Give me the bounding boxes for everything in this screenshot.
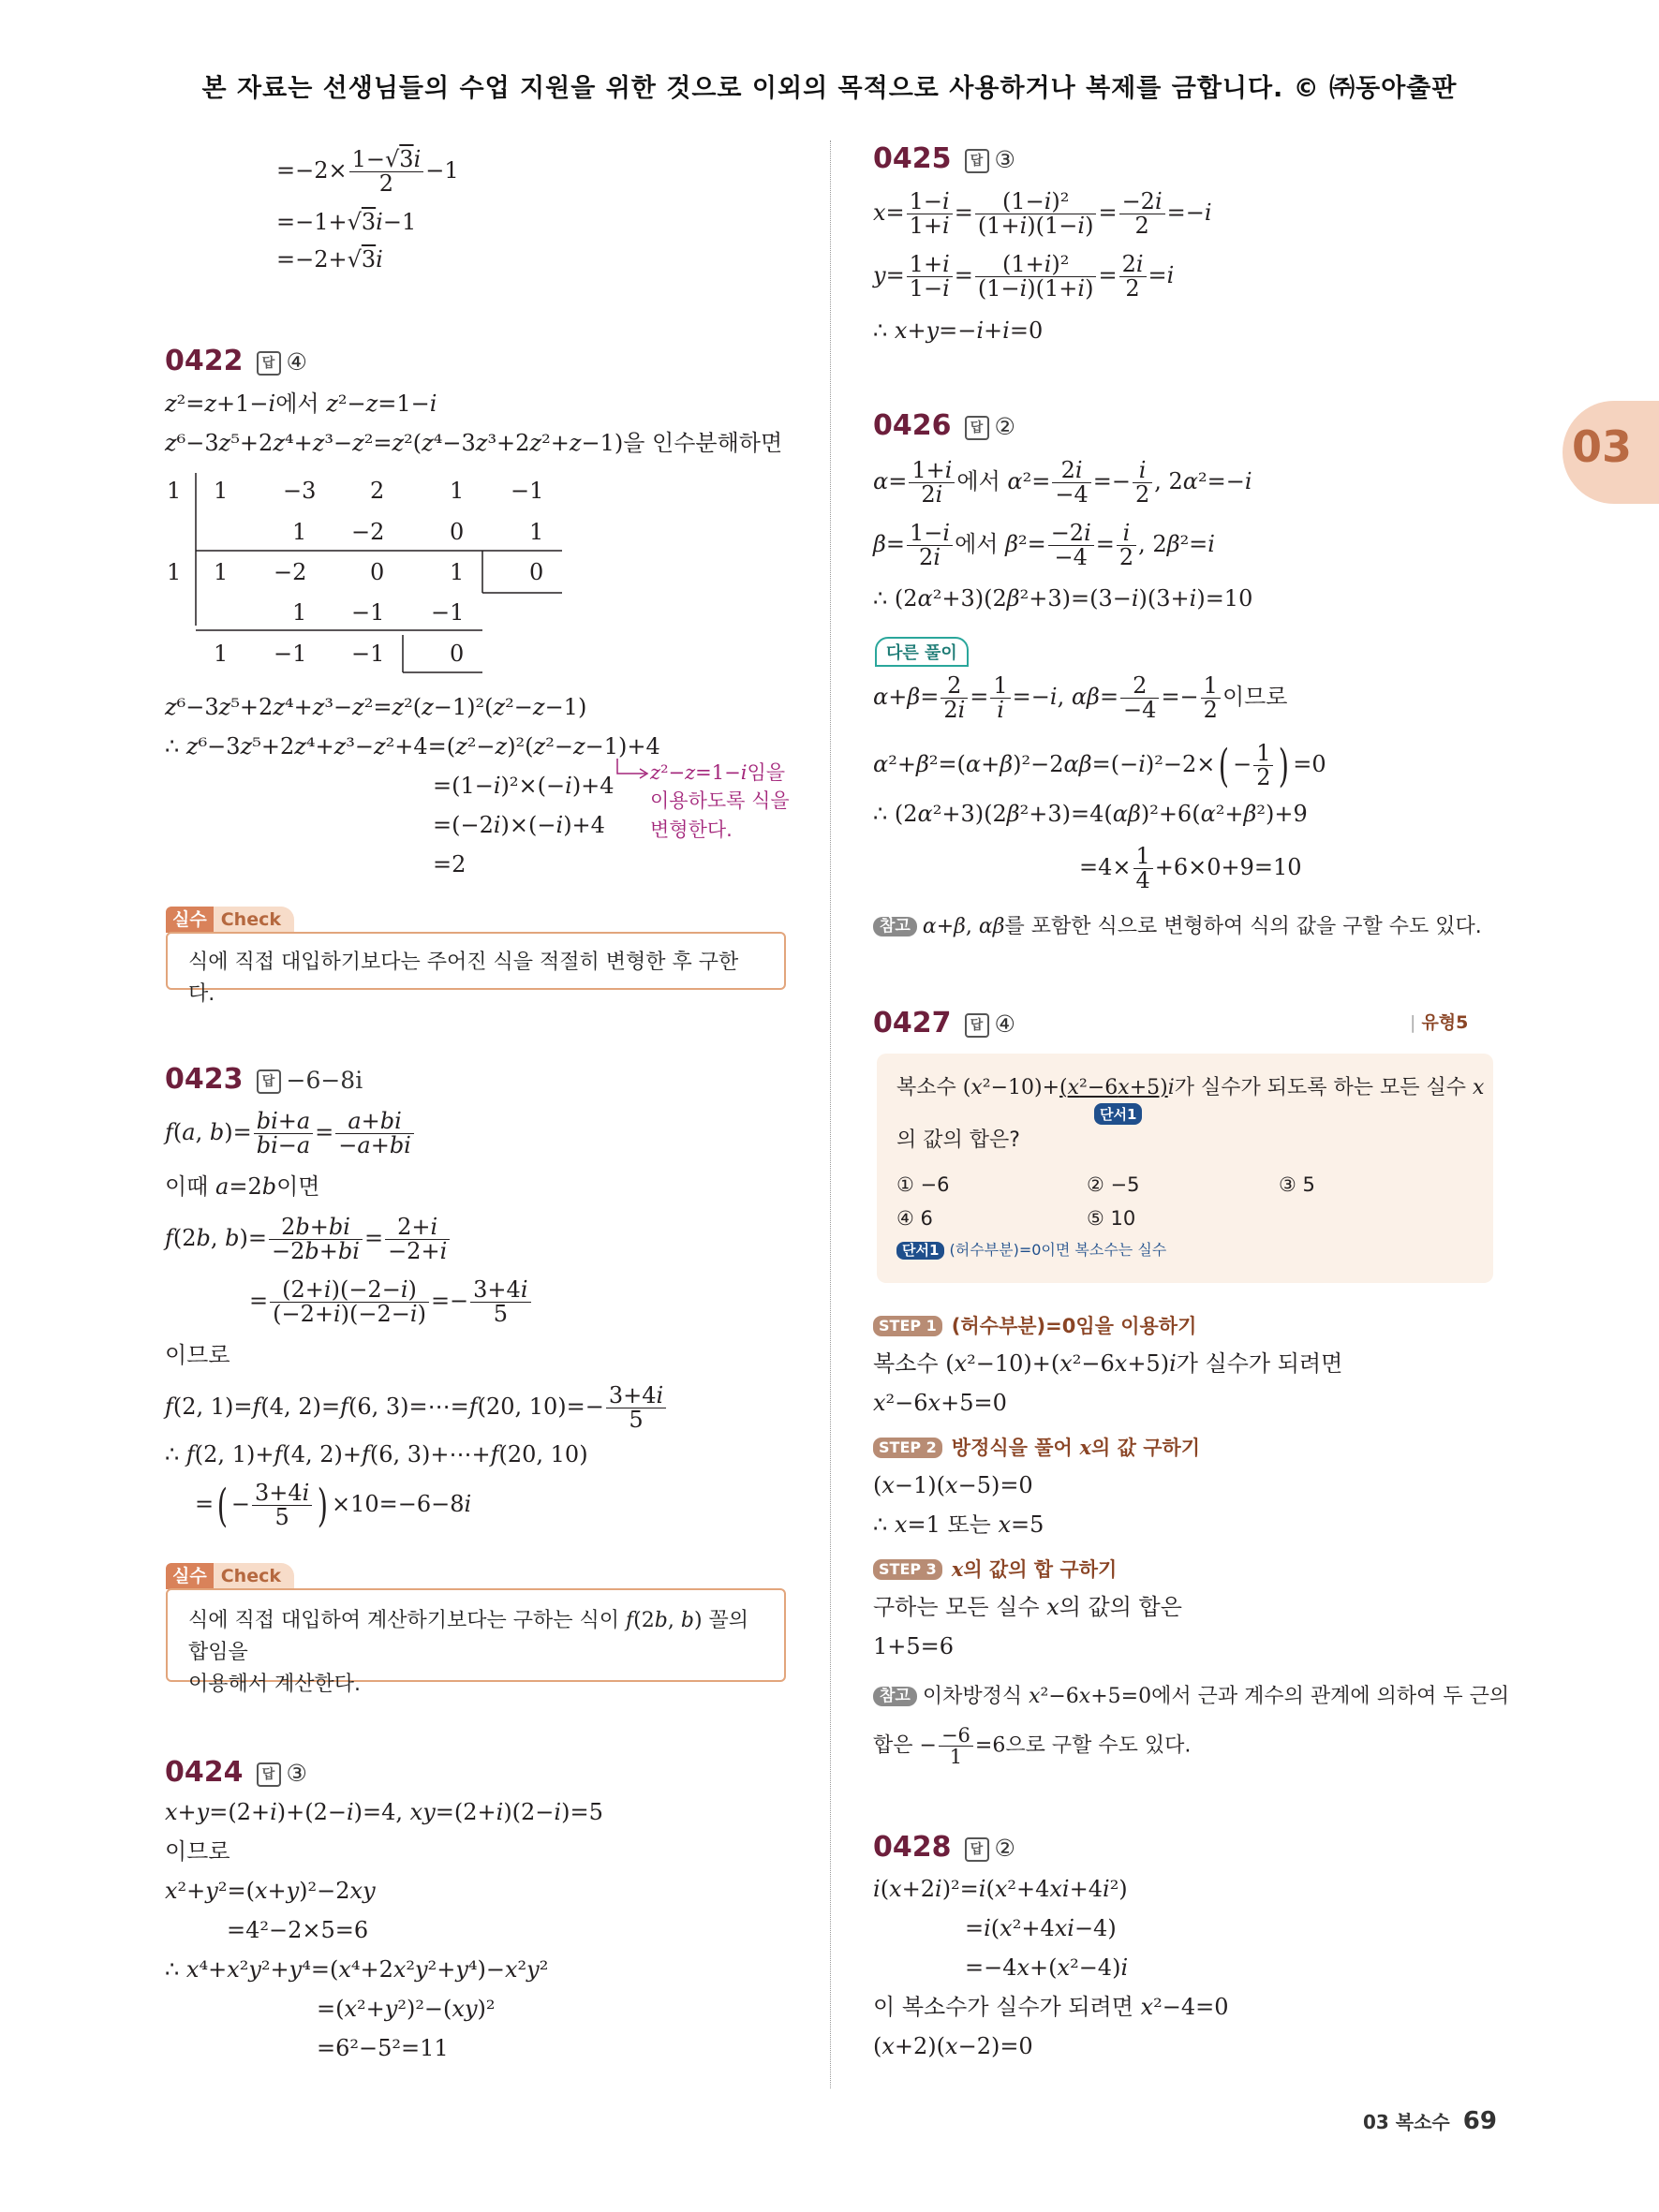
reference-note: 참고 α+β, αβ를 포함한 식으로 변형하여 식의 값을 구할 수도 있다.	[873, 916, 1482, 938]
copyright-notice: 본 자료는 선생님들의 수업 지원을 위한 것으로 이외의 목적으로 사용하거나 복제를 금합니다. © ㈜동아출판	[201, 74, 1458, 103]
text: 이 복소수가 실수가 되려면	[873, 1994, 1133, 2020]
note-arrow	[614, 755, 651, 783]
math-line: α+β= $\frac{2}{2i}$ = $\frac{1}{i}$ =−i, αβ= $\frac{2}{-4}$ =− $\frac{1}{2}$ 이므로	[873, 672, 1288, 724]
step-badge: STEP 1	[873, 1316, 942, 1336]
math-line: 구하는 모든 실수 x의 값의 합은	[873, 1594, 1182, 1620]
text: 복소수	[873, 1350, 939, 1377]
text-line: 이므로	[165, 1838, 230, 1865]
text: 이때	[165, 1173, 209, 1200]
answer-icon: 답	[965, 149, 989, 173]
step-label: 방정식을 풀어	[951, 1437, 1073, 1459]
answer-icon: 답	[257, 1762, 281, 1787]
text: 의 값의 합은	[1059, 1594, 1182, 1620]
text-line: 이므로	[165, 1342, 230, 1368]
math-line: f(2, 1)=f(4, 2)=f(6, 3)=⋯=f(20, 10)=− $\frac{3+4i}{5}$	[165, 1384, 668, 1432]
chapter-tab	[1563, 401, 1659, 504]
text: 를 포함한 식으로 변형하여 식의 값을 구할 수도 있다.	[1004, 915, 1482, 938]
answer-icon: 답	[257, 351, 281, 376]
label: Check	[214, 1563, 294, 1589]
text: (허수부분)=0이면 복소수는 실수	[949, 1241, 1167, 1259]
problem-number: 0426	[873, 409, 952, 442]
alternative-solution-badge: 다른 풀이	[875, 637, 969, 667]
math-line: β= $\frac{1-i}{2i}$ 에서 β²= $\frac{-2i}{-4}$ = $\frac{i}{2}$ , 2β²=i	[873, 520, 1215, 571]
reference-badge: 참고	[873, 1687, 917, 1706]
problem-number: 0423	[165, 1063, 244, 1096]
text: 에서	[955, 531, 999, 558]
check-text: 식에 직접 대입하여 계산하기보다는 구하는 식이	[188, 1609, 620, 1632]
math-line: =4²−2×5=6	[227, 1917, 369, 1943]
text: 에서	[275, 391, 319, 417]
math-line: z⁶−3z⁵+2z⁴+z³−z²=z²(z−1)²(z²−z−1)	[165, 694, 587, 720]
step-label: (허수부분)=0임을 이용하기	[951, 1315, 1197, 1337]
problem-number: 0428	[873, 1831, 952, 1864]
step-3-heading: STEP 3 x의 값의 합 구하기	[873, 1556, 1117, 1581]
problem-0425-heading	[873, 142, 1015, 175]
math-line: ∴ z⁶−3z⁵+2z⁴+z³−z²+4=(z²−z)²(z²−z−1)+4	[165, 733, 660, 759]
note-text: 임을	[747, 761, 786, 784]
clue-badge: 단서1	[1094, 1103, 1142, 1125]
page-footer	[1363, 2107, 1497, 2135]
check-text: 이용해서 계산한다.	[188, 1673, 362, 1697]
math-line: =−1+√3i−1	[276, 209, 417, 235]
problem-number: 0425	[873, 142, 952, 175]
problem-0427-heading	[873, 1007, 1015, 1040]
answer-value: −6−8i	[286, 1067, 363, 1094]
mistake-check-box	[166, 932, 786, 1007]
step-1-heading	[873, 1313, 1196, 1337]
note-text: 이용하도록 식을	[650, 789, 790, 813]
mistake-check-box: 식에 직접 대입하여 계산하기보다는 구하는 식이 f(2b, b) 꼴의 합임을 이용해서 계산한다.	[166, 1588, 786, 1682]
answer-value: ②	[994, 413, 1015, 440]
text: 에서 근과 계수의 관계에 의하여 두 근의	[1151, 1685, 1510, 1708]
math-line: =i(x²+4xi−4)	[965, 1915, 1117, 1941]
reference-note: 참고 이차방정식 x²−6x+5=0에서 근과 계수의 관계에 의하여 두 근의	[873, 1686, 1509, 1708]
answer-icon: 답	[257, 1069, 281, 1094]
text: 복소수	[896, 1076, 956, 1099]
step-label: 의 값의 합 구하기	[963, 1558, 1118, 1581]
problem-number: 0422	[165, 345, 244, 377]
problem-number: 0427	[873, 1007, 952, 1040]
text: 또는	[947, 1512, 991, 1538]
problem-0426-heading	[873, 409, 1015, 442]
math-line: 복소수 (x²−10)+(x²−6x+5)i가 실수가 되려면	[873, 1350, 1343, 1377]
math-line: =6²−5²=11	[317, 2035, 449, 2061]
math-line: f(2b, b)= $\frac{2b+bi}{-2b+bi}$ = $\frac{2+i}{-2+i}$	[165, 1216, 452, 1263]
math-line: ∴ (2α²+3)(2β²+3)=(3−i)(3+i)=10	[873, 585, 1253, 612]
math-line: x²−6x+5=0	[873, 1390, 1007, 1416]
column-divider	[830, 140, 831, 2088]
mistake-check-label	[166, 906, 294, 931]
math-line: =(x²+y²)²−(xy)²	[317, 1996, 496, 2022]
step-badge: STEP 3	[873, 1559, 942, 1580]
problem-text: 의 값의 합은?	[896, 1128, 1020, 1152]
math-line: ∴ f(2, 1)+f(4, 2)+f(6, 3)+⋯+f(20, 10)	[165, 1441, 588, 1467]
answer-value: ④	[994, 1010, 1015, 1038]
chapter-tab-label: 03	[1572, 421, 1633, 472]
answer-value: ④	[286, 348, 307, 376]
problem-0422-heading	[165, 345, 307, 377]
math-line: x²+y²=(x+y)²−2xy	[165, 1878, 376, 1904]
text: 으로 구할 수도 있다.	[1005, 1733, 1192, 1758]
math-line: x+y=(2+i)+(2−i)=4, xy=(2+i)(2−i)=5	[165, 1799, 603, 1825]
answer-value: ③	[994, 146, 1015, 173]
math-line: 1+5=6	[873, 1633, 955, 1659]
answer-icon: 답	[965, 416, 989, 440]
text: 이면	[276, 1173, 320, 1200]
reference-note-cont: 합은 − $\frac{-6}{1}$ =6으로 구할 수도 있다.	[873, 1724, 1192, 1769]
label: 실수	[166, 907, 214, 933]
math-line: (x+2)(x−2)=0	[873, 2033, 1033, 2059]
type-label: | 유형5	[1410, 1012, 1469, 1033]
choice-1: ① −6	[896, 1173, 950, 1196]
math-line: 이 복소수가 실수가 되려면 x²−4=0	[873, 1994, 1229, 2020]
footer-chapter: 03 복소수	[1363, 2111, 1450, 2133]
choice-3: ③ 5	[1279, 1173, 1315, 1196]
answer-icon: 답	[965, 1013, 989, 1038]
choice-5: ⑤ 10	[1087, 1207, 1136, 1230]
math-line: =2	[433, 851, 467, 877]
math-line: z²=z+1−i에서 z²−z=1−i	[165, 391, 437, 417]
text: 가 실수가 되도록 하는 모든 실수	[1174, 1076, 1467, 1099]
math-line: =−2× $\frac{1-√3i}{2}$ −1	[276, 146, 459, 198]
problem-0428-heading	[873, 1831, 1015, 1864]
page-number: 69	[1462, 2107, 1497, 2135]
text: 가 실수가 되려면	[1176, 1350, 1343, 1377]
math-line: f(a, b)= $\frac{bi+a}{bi-a}$ = $\frac{a+bi}{-a+bi}$	[165, 1110, 416, 1158]
math-line: i(x+2i)²=i(x²+4xi+4i²)	[873, 1876, 1128, 1902]
math-line: ∴ x=1 또는 x=5	[873, 1512, 1044, 1538]
math-line: =(−2i)×(−i)+4	[433, 812, 605, 838]
answer-icon: 답	[965, 1837, 989, 1862]
check-text: 꼴의 합임을	[188, 1609, 749, 1665]
math-line: =4× $\frac{1}{4}$ +6×0+9=10	[1079, 843, 1302, 894]
step-label: 의 값 구하기	[1091, 1437, 1201, 1459]
text: 이차방정식	[922, 1685, 1023, 1708]
label: Check	[214, 907, 294, 933]
problem-0424-heading	[165, 1756, 307, 1789]
math-line: =−4x+(x²−4)i	[965, 1954, 1129, 1981]
problem-text: 복소수 (x²−10)+(x²−6x+5)i가 실수가 되도록 하는 모든 실수 x	[896, 1076, 1485, 1099]
check-text: 식에 직접 대입하기보다는 주어진 식을 적절히 변형한 후 구한다.	[188, 951, 739, 1007]
choice-4: ④ 6	[896, 1207, 933, 1230]
mistake-check-label	[166, 1562, 294, 1587]
math-line: =(1−i)²×(−i)+4	[433, 773, 615, 799]
math-line: α= $\frac{1+i}{2i}$ 에서 α²= $\frac{2i}{-4}$ =− $\frac{i}{2}$ , 2α²=−i	[873, 457, 1252, 509]
math-line: x= $\frac{1-i}{1+i}$ = $\frac{\text{(1−i)²}}{(1+i)(1-i)}$ = $\frac{-2i}{2}$ =−i	[873, 188, 1212, 240]
text: 을 인수분해하면	[623, 430, 783, 456]
hint-note: z²−z=1−i임을 이용하도록 식을 변형한다.	[650, 761, 790, 841]
clue-note	[896, 1242, 1166, 1260]
math-line: y= $\frac{1+i}{1-i}$ = $\frac{\text{(1+i)²}}{(1-i)(1+i)}$ = $\frac{2i}{2}$ =i	[873, 251, 1175, 302]
label: 실수	[166, 1563, 214, 1589]
clue-badge: 단서1	[896, 1242, 944, 1260]
math-line: 이때 a=2b이면	[165, 1173, 320, 1200]
answer-value: ③	[286, 1760, 307, 1787]
problem-0423-heading	[165, 1063, 363, 1096]
math-line: =( − $\frac{3+4i}{5}$ ) ×10=−6−8i	[195, 1479, 472, 1532]
text: 에서	[956, 468, 1000, 495]
text: 이므로	[1222, 684, 1288, 711]
math-line: z⁶−3z⁵+2z⁴+z³−z²=z²(z⁴−3z³+2z²+z−1)을 인수분해하면	[165, 430, 783, 456]
reference-badge: 참고	[873, 917, 917, 936]
type-text: 유형5	[1421, 1012, 1469, 1033]
math-line: α²+β²=(α+β)²−2αβ=(−i)²−2×( − $\frac{1}{2}$ ) =0	[873, 739, 1326, 792]
math-line: = $\frac{(2+i)(-2-i)}{(-2+i)(-2-i)}$ =− $\frac{3+4i}{5}$	[249, 1278, 533, 1326]
answer-value: ②	[994, 1835, 1015, 1862]
step-badge: STEP 2	[873, 1438, 942, 1458]
choice-2: ② −5	[1087, 1173, 1140, 1196]
text: 합은	[873, 1733, 913, 1758]
math-line: ∴ (2α²+3)(2β²+3)=4(αβ)²+6(α²+β²)+9	[873, 801, 1308, 827]
note-text: 변형한다.	[650, 818, 733, 841]
math-line: ∴ x+y=−i+i=0	[873, 317, 1044, 344]
text: 구하는 모든 실수	[873, 1594, 1040, 1620]
step-2-heading: STEP 2 방정식을 풀어 x의 값 구하기	[873, 1435, 1200, 1459]
math-line: =−2+√3i	[276, 246, 383, 273]
math-line: ∴ x⁴+x²y²+y⁴=(x⁴+2x²y²+y⁴)−x²y²	[165, 1956, 549, 1983]
math-line: (x−1)(x−5)=0	[873, 1472, 1033, 1498]
problem-number: 0424	[165, 1756, 244, 1789]
